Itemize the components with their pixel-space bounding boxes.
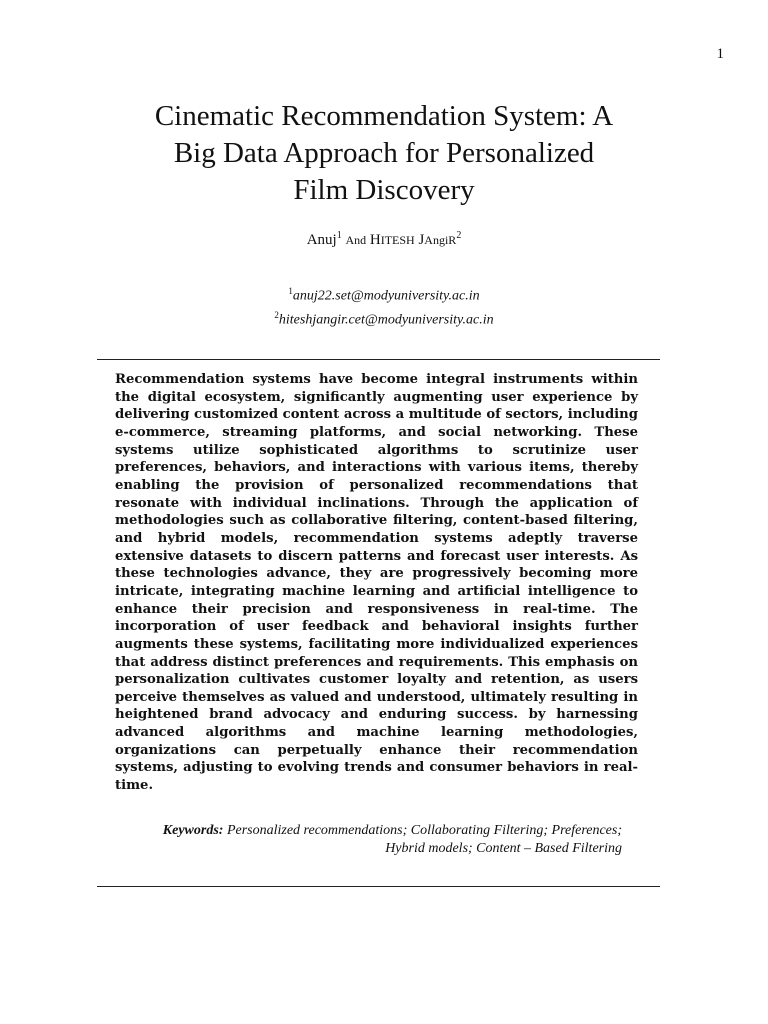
author-conjunction: And [345, 233, 367, 247]
affiliation-emails [90, 282, 678, 329]
author-first-mark: 1 [336, 230, 342, 241]
email-line [90, 306, 678, 330]
title-line: Big Data Approach for Personalized [173, 137, 595, 169]
author-second-mark: 2 [456, 230, 462, 241]
author-second-family-mid: Angi [424, 233, 449, 247]
title-line: Cinematic Recommendation System: A [154, 100, 614, 132]
title-line: Film Discovery [293, 174, 475, 206]
keywords-text: Personalized recommendations; Collaborating Filtering; Preferences; [226, 823, 622, 838]
author-list [90, 230, 678, 249]
email-line [90, 282, 678, 306]
email-address: anuj22.set@modyuniversity.ac.in [292, 288, 480, 304]
email-mark: 1 [288, 286, 293, 296]
author-second-given-rest: ITESH [380, 233, 415, 247]
paper-title [90, 98, 678, 209]
author-first-name: Anuj [306, 232, 337, 248]
email-address: hiteshjangir.cet@modyuniversity.ac.in [278, 312, 494, 328]
page-number: 1 [716, 46, 724, 62]
abstract-text: Recommendation systems have become integral instruments within the digital ecosystem, significantly augmenting user experience by delivering customized content across a multitude of sectors, including e-commerce, streaming platforms, and social networking. These systems utilize sophisticated algorithms to scrutinize user preferences, behaviors, and interactions with various items, thereby enabling the provision of personalized recommendations that resonate with individual inclinations. Through the application of methodologies such as collaborative filtering, content-based filtering, and hybrid models, recommendation systems adeptly traverse extensive datasets to discern patterns and forecast user interests. As these technologies advance, they are progressively becoming more intricate, integrating machine learning and artificial intelligence to enhance their precision and responsiveness in real-time. The incorporation of user feedback and behavioral insights further augments these systems, facilitating more individualized experiences that address distinct preferences and requirements. This emphasis on personalization cultivates customer loyalty and retention, as users perceive themselves as valued and understood, ultimately resulting in heightened brand advocacy and enduring success. by harnessing advanced algorithms and machine learning methodologies, organizations can perpetually enhance their recommendation systems, adjusting to evolving trends and consumer behaviors in real-time. [115, 372, 638, 794]
email-mark: 2 [274, 309, 279, 320]
keywords-block [110, 822, 622, 858]
author-second-family-end: R [448, 233, 457, 247]
keywords-line [110, 840, 622, 858]
top-divider [97, 359, 660, 360]
bottom-divider [97, 886, 660, 887]
author-second-family-initial: J [418, 232, 425, 248]
keywords-line [110, 822, 622, 840]
author-second-given-initial: H [369, 232, 381, 248]
keywords-label: Keywords: [162, 823, 224, 838]
keywords-text: Hybrid models; Content – Based Filtering [385, 841, 622, 856]
